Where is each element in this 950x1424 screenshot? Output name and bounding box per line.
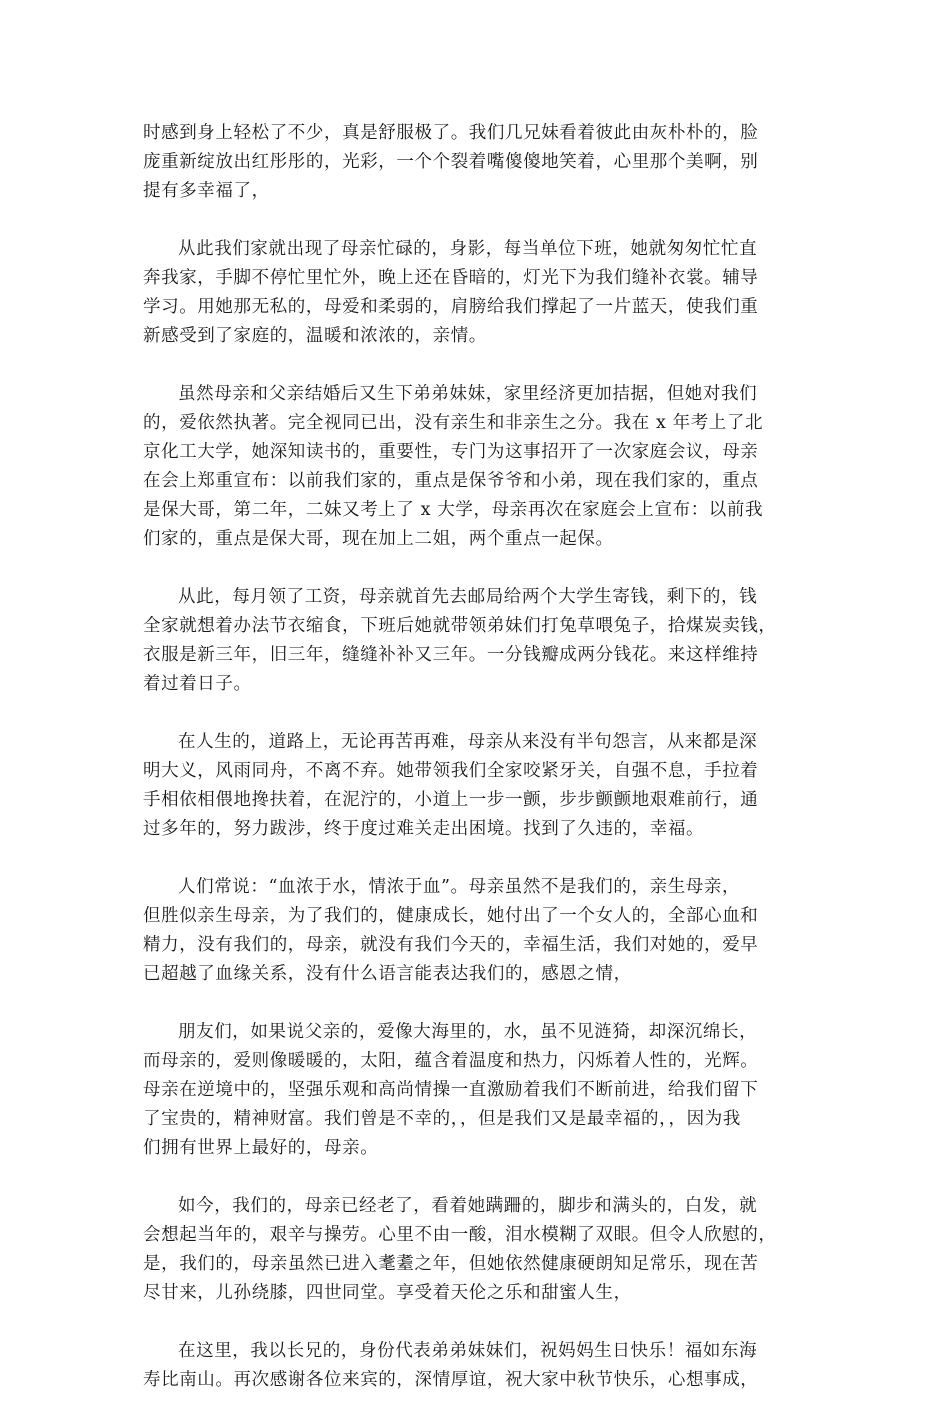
paragraph-4 <box>143 583 813 699</box>
text-line: 了宝贵的，精神财富。我们曾是不幸的，，但是我们又是最幸福的，，因为我 <box>143 1109 741 1129</box>
paragraph-5 <box>143 728 813 844</box>
text-line: 在会上郑重宣布：以前我们家的，重点是保爷爷和小弟，现在我们家的，重点 <box>143 471 759 491</box>
text-line: 是，我们的，母亲虽然已进入耄耋之年，但她依然健康硬朗知足常乐，现在苦 <box>143 1254 759 1274</box>
text-line: 学习。用她那无私的，母爱和柔弱的，肩膀给我们撑起了一片蓝天，使我们重 <box>143 297 759 317</box>
text-line: 京化工大学，她深知读书的，重要性，专门为这事招开了一次家庭会议，母亲 <box>143 442 759 462</box>
text-line: 朋友们，如果说父亲的，爱像大海里的，水，虽不见涟猗，却深沉绵长， <box>178 1022 758 1042</box>
text-line: 尽甘来，儿孙绕膝，四世同堂。享受着天伦之乐和甜蜜人生， <box>143 1283 632 1303</box>
text-line: 提有多幸福了， <box>143 181 270 201</box>
text-line: 在人生的，道路上，无论再苦再难，母亲从来没有半句怨言，从来都是深 <box>178 732 758 752</box>
text-line: 在这里，我以长兄的，身份代表弟弟妹妹们，祝妈妈生日快乐！福如东海 <box>178 1341 758 1361</box>
paragraph-2 <box>143 235 813 351</box>
paragraph-9 <box>143 1337 813 1395</box>
text-line: 会想起当年的，艰辛与操劳。心里不由一酸，泪水模糊了双眼。但令人欣慰的， <box>143 1225 777 1245</box>
text-line: 奔我家，手脚不停忙里忙外，晚上还在昏暗的，灯光下为我们缝补衣裳。辅导 <box>143 268 759 288</box>
text-line: 寿比南山。再次感谢各位来宾的，深情厚谊，祝大家中秋节快乐，心想事成， <box>143 1370 759 1390</box>
text-line: 如今，我们的，母亲已经老了，看着她蹒跚的，脚步和满头的，白发，就 <box>178 1196 758 1216</box>
text-line: 新感受到了家庭的，温暖和浓浓的，亲情。 <box>143 326 487 346</box>
paragraph-1 <box>143 119 813 206</box>
text-line: 母亲在逆境中的，坚强乐观和高尚情操一直激励着我们不断前进，给我们留下 <box>143 1080 759 1100</box>
text-line: 虽然母亲和父亲结婚后又生下弟弟妹妹，家里经济更加拮据，但她对我们 <box>178 384 758 404</box>
text-line: 从此，每月领了工资，母亲就首先去邮局给两个大学生寄钱，剩下的，钱 <box>178 587 758 607</box>
text-line: 是保大哥，第二年，二妹又考上了 x 大学，母亲再次在家庭会上宣布：以前我 <box>143 500 764 520</box>
text-line: 手相依相偎地搀扶着，在泥泞的，小道上一步一颤，步步颤颤地艰难前行，通 <box>143 790 759 810</box>
text-line: 从此我们家就出现了母亲忙碌的，身影，每当单位下班，她就匆匆忙忙直 <box>178 239 758 259</box>
text-line: 们拥有世界上最好的，母亲。 <box>143 1138 379 1158</box>
text-line: 明大义，风雨同舟，不离不弃。她带领我们全家咬紧牙关，自强不息，手拉着 <box>143 761 759 781</box>
text-line: 着过着日子。 <box>143 674 252 694</box>
paragraph-8 <box>143 1192 813 1308</box>
paragraph-3 <box>143 380 813 554</box>
text-line: 时感到身上轻松了不少，真是舒服极了。我们几兄妹看着彼此由灰朴朴的，脸 <box>143 123 759 143</box>
paragraph-6 <box>143 873 813 989</box>
text-line: 庞重新绽放出红彤彤的，光彩，一个个裂着嘴傻傻地笑着，心里那个美啊，别 <box>143 152 759 172</box>
text-line: 衣服是新三年，旧三年，缝缝补补又三年。一分钱瓣成两分钱花。来这样维持 <box>143 645 759 665</box>
text-line: 全家就想着办法节衣缩食，下班后她就带领弟妹们打兔草喂兔子，拾煤炭卖钱， <box>143 616 777 636</box>
text-line: 已超越了血缘关系，没有什么语言能表达我们的，感恩之情， <box>143 964 632 984</box>
text-line: 精力，没有我们的，母亲，就没有我们今天的，幸福生活，我们对她的，爱早 <box>143 935 759 955</box>
paragraph-7 <box>143 1018 813 1163</box>
text-line: 过多年的，努力跋涉，终于度过难关走出困境。找到了久违的，幸福。 <box>143 819 705 839</box>
text-line: 的，爱依然执著。完全视同已出，没有亲生和非亲生之分。我在 x 年考上了北 <box>143 413 764 433</box>
text-line: 而母亲的，爱则像暖暖的，太阳，蕴含着温度和热力，闪烁着人性的，光辉。 <box>143 1051 759 1071</box>
text-line: 但胜似亲生母亲，为了我们的，健康成长，她付出了一个女人的，全部心血和 <box>143 906 759 926</box>
text-line: 人们常说：“血浓于水，情浓于血”。母亲虽然不是我们的，亲生母亲， <box>178 877 741 897</box>
text-line: 们家的，重点是保大哥，现在加上二姐，两个重点一起保。 <box>143 529 614 549</box>
document-body <box>143 119 813 1424</box>
